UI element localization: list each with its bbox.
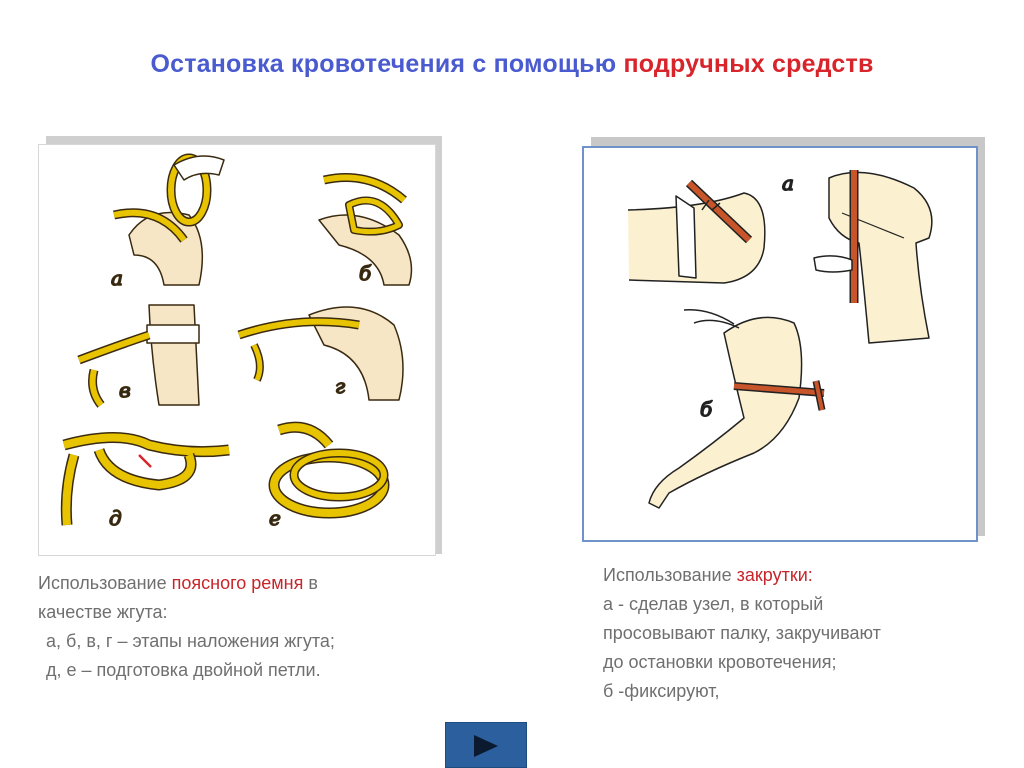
twist-tourniquet-figure (582, 146, 978, 542)
caption-belt-prefix: Использование (38, 573, 172, 593)
caption-belt-suffix: в (303, 573, 318, 593)
label-right-b: б (700, 397, 713, 421)
caption-twist-prefix: Использование (603, 565, 737, 585)
title-part1: Остановка кровотечения с помощью (150, 50, 624, 78)
caption-belt (38, 569, 438, 685)
label-d: д (109, 506, 122, 530)
label-e: е (269, 506, 281, 530)
caption-belt-line3: а, б, в, г – этапы наложения жгута; (46, 631, 335, 651)
label-v: в (119, 378, 131, 402)
label-g: г (335, 374, 346, 398)
play-arrow-icon (474, 735, 498, 757)
caption-twist (603, 561, 1003, 706)
belt-tourniquet-figure (38, 144, 436, 556)
belt-illustration (39, 145, 435, 555)
twist-illustration (584, 148, 976, 540)
caption-belt-line4: д, е – подготовка двойной петли. (46, 660, 321, 680)
caption-twist-highlight: закрутки: (736, 565, 813, 585)
caption-belt-line2: качестве жгута: (38, 602, 168, 622)
label-a: а (111, 266, 123, 290)
caption-twist-line5: б -фиксируют, (603, 681, 720, 701)
caption-twist-line3: просовывают палку, закручивают (603, 623, 881, 643)
caption-twist-line4: до остановки кровотечения; (603, 652, 837, 672)
label-b: б (359, 261, 372, 285)
caption-twist-line2: а - сделав узел, в который (603, 594, 824, 614)
caption-belt-highlight: поясного ремня (171, 573, 304, 593)
next-slide-button[interactable] (445, 722, 527, 768)
caption-belt-line1 (38, 569, 438, 598)
label-right-a: а (782, 171, 794, 195)
caption-twist-line1 (603, 561, 1003, 590)
slide-title (0, 50, 1024, 79)
title-highlight: подручных средств (623, 50, 874, 78)
